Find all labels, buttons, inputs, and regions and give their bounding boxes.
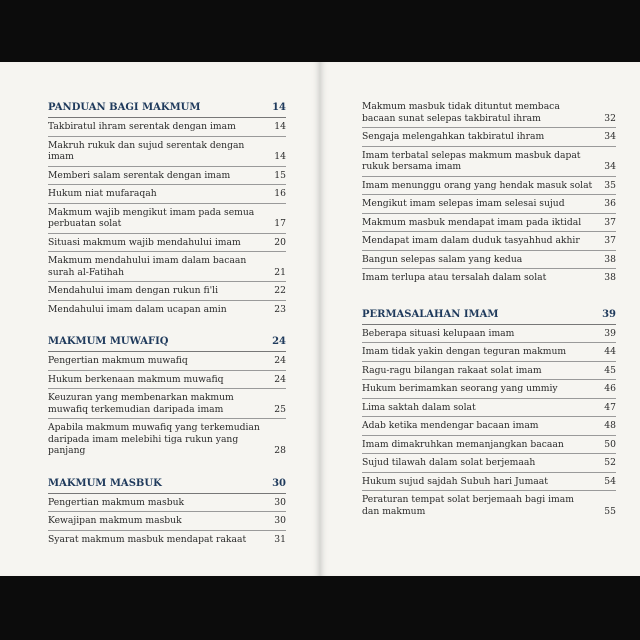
- toc-entry-text: Hukum berkenaan makmum muwafiq: [48, 373, 224, 385]
- section-page: 24: [272, 336, 286, 347]
- toc-entry-page: 46: [604, 383, 616, 394]
- toc-entry: [362, 380, 616, 399]
- toc-entry-text: Imam menunggu orang yang hendak masuk solat: [362, 179, 593, 191]
- toc-entry: [48, 352, 286, 371]
- toc-entry: [362, 362, 616, 381]
- toc-entry: [362, 436, 616, 455]
- toc-entry-text: Pengertian makmum muwafiq: [48, 355, 188, 366]
- toc-entry-text: Adab ketika mendengar bacaan imam: [362, 420, 539, 431]
- right-top-entries: [362, 98, 616, 287]
- toc-entry-text: Pengertian makmum masbuk: [48, 496, 185, 508]
- toc-entry-page: 37: [604, 216, 616, 228]
- toc-entry-page: 52: [604, 457, 616, 468]
- toc-entry-text: Peraturan tempat solat berjemaah bagi imam dan makmum: [362, 494, 574, 517]
- toc-entry-page: 25: [274, 403, 286, 415]
- toc-entry-text: Lima saktah dalam solat: [362, 401, 476, 413]
- toc-entry-page: 34: [604, 161, 616, 172]
- toc-entry-text: Keuzuran yang membenarkan makmum muwafiq terkemudian daripada imam: [48, 392, 234, 415]
- toc-entry-text: Kewajipan makmum masbuk: [48, 515, 182, 526]
- toc-entry-page: 35: [604, 179, 616, 191]
- section-title: PANDUAN BAGI MAKMUM: [48, 102, 201, 113]
- toc-entry-page: 16: [274, 188, 286, 199]
- toc-entry: [362, 491, 616, 520]
- toc-entry-text: Ragu-ragu bilangan rakaat solat imam: [362, 364, 542, 376]
- toc-entry: [362, 399, 616, 418]
- toc-entry: [48, 301, 286, 319]
- toc-section: [362, 309, 616, 521]
- toc-entry-page: 36: [604, 198, 616, 209]
- toc-section: [48, 478, 286, 549]
- toc-section: [48, 336, 286, 460]
- right-page: [320, 62, 640, 576]
- toc-entry: [48, 137, 286, 167]
- toc-entry-text: Situasi makmum wajib mendahului imam: [48, 236, 241, 248]
- toc-entry-text: Makmum wajib mengikut imam pada semua perbuatan solat: [48, 206, 255, 229]
- toc-entry: [48, 531, 286, 549]
- toc-entry-text: Imam dimakruhkan memanjangkan bacaan: [362, 438, 564, 450]
- toc-entry: [48, 389, 286, 419]
- toc-entry: [48, 282, 286, 301]
- toc-entry-page: 37: [604, 235, 616, 246]
- toc-entry-text: Bangun selepas salam yang kedua: [362, 253, 523, 265]
- toc-entry-text: Memberi salam serentak dengan imam: [48, 169, 231, 181]
- toc-entry: [48, 204, 286, 234]
- toc-entry: [48, 494, 286, 513]
- toc-entry-page: 32: [604, 112, 616, 124]
- toc-entry-text: Makmum masbuk mendapat imam pada iktidal: [362, 216, 582, 228]
- section-title: PERMASALAHAN IMAM: [362, 308, 499, 320]
- toc-entry-page: 34: [604, 131, 616, 142]
- section-title: MAKMUM MASBUK: [48, 477, 162, 489]
- section-heading: [48, 102, 286, 118]
- toc-section: [48, 102, 286, 318]
- toc-entry-text: Makmum mendahului imam dalam bacaan surah al-Fatihah: [48, 255, 247, 278]
- toc-entry-page: 48: [604, 420, 616, 431]
- toc-entry-text: Mendahului imam dalam ucapan amin: [48, 303, 227, 315]
- toc-entry: [362, 128, 616, 147]
- toc-entry: [362, 214, 616, 233]
- toc-entry-text: Beberapa situasi kelupaan imam: [362, 327, 515, 339]
- toc-entry-page: 38: [604, 272, 616, 283]
- toc-entry-page: 44: [604, 346, 616, 357]
- toc-entry-text: Mengikut imam selepas imam selesai sujud: [362, 198, 565, 209]
- toc-entry-text: Imam terlupa atau tersalah dalam solat: [362, 272, 547, 283]
- toc-entry: [48, 252, 286, 282]
- toc-entry-text: Hukum niat mufaraqah: [48, 188, 157, 199]
- section-title: MAKMUM MUWAFIQ: [48, 336, 169, 347]
- toc-entry-page: 15: [274, 169, 286, 181]
- toc-entry-page: 50: [604, 438, 616, 450]
- toc-entry-page: 30: [274, 515, 286, 526]
- toc-entry: [48, 185, 286, 204]
- toc-entry-page: 54: [604, 475, 616, 487]
- toc-entry-page: 45: [604, 364, 616, 376]
- toc-entry-page: 24: [274, 373, 286, 385]
- toc-entry: [362, 417, 616, 436]
- section-gap: [362, 287, 616, 309]
- toc-entry-page: 24: [274, 355, 286, 366]
- section-page: 39: [602, 308, 616, 320]
- section-heading: [362, 309, 616, 325]
- section-page: 14: [272, 102, 286, 113]
- toc-entry: [48, 234, 286, 253]
- toc-entry-page: 39: [604, 327, 616, 339]
- toc-entry-text: Imam tidak yakin dengan teguran makmum: [362, 346, 567, 357]
- toc-entry: [362, 473, 616, 492]
- toc-entry: [362, 147, 616, 177]
- toc-entry: [362, 454, 616, 473]
- toc-section: [362, 309, 616, 521]
- toc-entry-text: Makruh rukuk dan sujud serentak dengan imam: [48, 139, 245, 162]
- toc-entry-text: Mendapat imam dalam duduk tasyahhud akhir: [362, 235, 580, 246]
- toc-entry: [48, 371, 286, 390]
- toc-entry-page: 20: [274, 236, 286, 248]
- toc-entry-text: Hukum sujud sajdah Subuh hari Jumaat: [362, 475, 548, 487]
- toc-entry-text: Apabila makmum muwafiq yang terkemudian daripada imam melebihi tiga rukun yang panjang: [48, 422, 260, 456]
- toc-entry: [48, 167, 286, 186]
- toc-entry: [362, 98, 616, 128]
- section-heading: [48, 478, 286, 494]
- toc-entry-page: 22: [274, 285, 286, 296]
- toc-entry-page: 17: [274, 218, 286, 229]
- toc-entry-text: Mendahului imam dengan rukun fi'li: [48, 285, 219, 296]
- section-page: 30: [272, 477, 286, 489]
- toc-entry-page: 55: [604, 505, 616, 517]
- toc-entry: [362, 343, 616, 362]
- toc-entry-page: 28: [274, 445, 286, 456]
- toc-entry-page: 14: [274, 151, 286, 162]
- toc-entry: [48, 512, 286, 531]
- left-page: [0, 62, 320, 576]
- toc-entry: [362, 269, 616, 287]
- toc-entry-page: 31: [274, 533, 286, 545]
- toc-entry: [362, 177, 616, 196]
- toc-entry-text: Makmum masbuk tidak dituntut membaca bacaan sunat selepas takbiratul ihram: [362, 101, 560, 124]
- toc-entry-text: Syarat makmum masbuk mendapat rakaat: [48, 533, 247, 545]
- toc-entry-page: 14: [274, 121, 286, 132]
- toc-entry: [48, 419, 286, 460]
- toc-entry-text: Imam terbatal selepas makmum masbuk dapat rukuk bersama imam: [362, 149, 581, 172]
- toc-entry: [362, 325, 616, 344]
- toc-entry: [362, 251, 616, 270]
- toc-entry-text: Sengaja melengahkan takbiratul ihram: [362, 131, 545, 142]
- toc-entry-text: Takbiratul ihram serentak dengan imam: [48, 121, 236, 132]
- toc-entry-page: 38: [604, 253, 616, 265]
- toc-entry-page: 23: [274, 303, 286, 315]
- toc-entry: [362, 195, 616, 214]
- toc-entry-page: 21: [274, 266, 286, 278]
- toc-entry: [362, 232, 616, 251]
- toc-entry-page: 47: [604, 401, 616, 413]
- toc-entry: [48, 118, 286, 137]
- section-heading: [48, 336, 286, 352]
- toc-entry-page: 30: [274, 496, 286, 508]
- toc-entry-text: Hukum berimamkan seorang yang ummiy: [362, 383, 558, 394]
- toc-entry-text: Sujud tilawah dalam solat berjemaah: [362, 457, 536, 468]
